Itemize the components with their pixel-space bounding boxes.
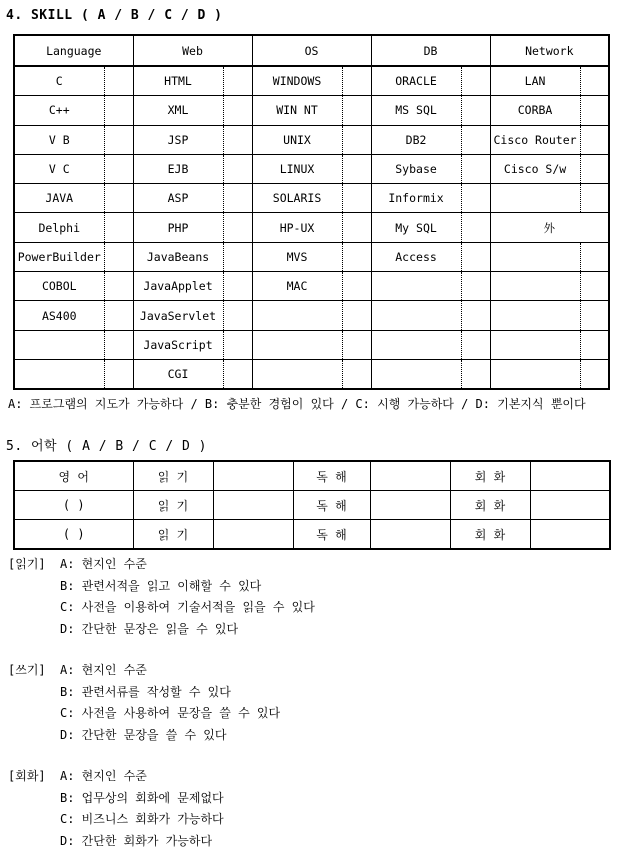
skill-cell: LAN (490, 66, 580, 96)
skill-level-cell (342, 272, 371, 301)
skill-row (14, 96, 609, 125)
comprehension-label: 독 해 (293, 461, 370, 491)
note-text: A: 현지인 수준 (60, 663, 147, 677)
skill-cell: COBOL (14, 272, 104, 301)
language-name-cell: ( ) (14, 520, 133, 550)
skill-level-cell (461, 301, 490, 330)
skill-level-cell (342, 154, 371, 183)
skill-level-cell (461, 96, 490, 125)
skill-row (14, 66, 609, 96)
note-line (8, 766, 224, 788)
skill-cell: XML (133, 96, 223, 125)
skill-level-cell (104, 213, 133, 242)
note-text: A: 현지인 수준 (60, 557, 147, 571)
skill-cell: CORBA (490, 96, 580, 125)
note-line (8, 597, 315, 619)
skill-cell: JavaScript (133, 330, 223, 359)
skill-cell: LINUX (252, 154, 342, 183)
skill-level-cell (580, 272, 609, 301)
skill-level-cell (461, 184, 490, 213)
comprehension-label: 독 해 (293, 520, 370, 550)
skill-level-cell (461, 242, 490, 271)
skill-cell (252, 359, 342, 389)
skill-cell: UNIX (252, 125, 342, 154)
note-line (8, 788, 224, 810)
skill-level-cell (223, 154, 252, 183)
note-line (8, 831, 224, 853)
skill-level-cell (461, 213, 490, 242)
skill-level-cell (461, 125, 490, 154)
skill-level-cell (223, 242, 252, 271)
skill-cell: JavaApplet (133, 272, 223, 301)
skill-level-cell (580, 125, 609, 154)
skill-level-cell (104, 125, 133, 154)
reading-level-cell (213, 461, 293, 491)
skill-cell: V C (14, 154, 104, 183)
conversation-level-cell (530, 461, 610, 491)
skill-level-cell (223, 125, 252, 154)
skill-header-cell: Language (14, 35, 133, 66)
note-tag (8, 682, 60, 704)
skill-cell: Access (371, 242, 461, 271)
skill-level-cell (223, 301, 252, 330)
skill-legend: A: 프로그램의 지도가 가능하다 / B: 충분한 경험이 있다 / C: 시행 가능하다 / D: 기본지식 뿐이다 (8, 397, 586, 411)
skill-cell (490, 330, 580, 359)
skill-level-cell (461, 330, 490, 359)
comprehension-level-cell (370, 461, 450, 491)
skill-cell: DB2 (371, 125, 461, 154)
comprehension-level-cell (370, 520, 450, 550)
note-tag: [회화] (8, 769, 46, 783)
skill-level-cell (580, 330, 609, 359)
note-tag (8, 788, 60, 810)
note-tag (8, 576, 60, 598)
comprehension-label: 독 해 (293, 491, 370, 520)
note-tag (8, 809, 60, 831)
conversation-level-cell (530, 491, 610, 520)
note-text: C: 사전을 이용하여 기술서적을 읽을 수 있다 (60, 600, 315, 614)
skill-level-cell (104, 242, 133, 271)
skill-section-title: 4. SKILL ( A / B / C / D ) (6, 8, 223, 23)
skill-row (14, 359, 609, 389)
skill-cell: WIN NT (252, 96, 342, 125)
note-line (8, 682, 280, 704)
skill-level-cell (580, 154, 609, 183)
skill-cell: EJB (133, 154, 223, 183)
comprehension-level-cell (370, 491, 450, 520)
skill-level-cell (104, 330, 133, 359)
skill-cell: ORACLE (371, 66, 461, 96)
skill-level-cell (580, 66, 609, 96)
skill-level-cell (342, 242, 371, 271)
skill-level-cell (342, 184, 371, 213)
conversation-level-cell (530, 520, 610, 550)
skill-cell: AS400 (14, 301, 104, 330)
skill-row (14, 154, 609, 183)
language-name-cell: 영 어 (14, 461, 133, 491)
skill-level-cell (223, 213, 252, 242)
skill-cell: C (14, 66, 104, 96)
reading-label: 읽 기 (133, 461, 213, 491)
skill-header-cell: OS (252, 35, 371, 66)
reading-level-cell (213, 491, 293, 520)
skill-cell (371, 301, 461, 330)
skill-cell: ASP (133, 184, 223, 213)
skill-cell (490, 272, 580, 301)
skill-level-cell (580, 184, 609, 213)
skill-level-cell (580, 242, 609, 271)
skill-cell (490, 184, 580, 213)
skill-level-cell (580, 359, 609, 389)
skill-level-cell (223, 66, 252, 96)
skill-cell: HTML (133, 66, 223, 96)
note-tag: [읽기] (8, 557, 46, 571)
skill-level-cell (342, 213, 371, 242)
note-text: A: 현지인 수준 (60, 769, 147, 783)
conversation-label: 회 화 (450, 461, 530, 491)
language-table (13, 460, 611, 550)
note-tag (8, 597, 60, 619)
note-line (8, 576, 315, 598)
skill-cell (252, 301, 342, 330)
note-group (8, 554, 315, 640)
skill-header-cell: Network (490, 35, 609, 66)
note-text: D: 간단한 문장은 읽을 수 있다 (60, 621, 239, 636)
skill-cell (490, 301, 580, 330)
skill-level-cell (104, 301, 133, 330)
skill-level-cell (342, 96, 371, 125)
conversation-label: 회 화 (450, 491, 530, 520)
skill-level-cell (461, 272, 490, 301)
note-line (8, 703, 280, 725)
skill-level-cell (342, 125, 371, 154)
skill-cell: MVS (252, 242, 342, 271)
note-text: B: 관련서적을 읽고 이해할 수 있다 (60, 578, 262, 593)
skill-level-cell (223, 272, 252, 301)
note-tag (8, 831, 60, 853)
skill-cell (14, 359, 104, 389)
skill-level-cell (580, 301, 609, 330)
note-tag (8, 725, 60, 747)
language-row (14, 491, 610, 520)
skill-cell: My SQL (371, 213, 461, 242)
skill-level-cell (342, 66, 371, 96)
skill-level-cell (461, 66, 490, 96)
skill-level-cell (223, 96, 252, 125)
skill-cell: PHP (133, 213, 223, 242)
skill-cell (490, 359, 580, 389)
note-text: D: 간단한 문장을 쓸 수 있다 (60, 727, 227, 742)
skill-cell: V B (14, 125, 104, 154)
skill-level-cell (223, 184, 252, 213)
note-group (8, 660, 280, 746)
skill-cell: Cisco Router (490, 125, 580, 154)
note-line (8, 809, 224, 831)
note-tag (8, 619, 60, 641)
skill-level-cell (461, 154, 490, 183)
skill-cell: 外 (490, 213, 609, 242)
skill-level-cell (104, 66, 133, 96)
skill-cell: Delphi (14, 213, 104, 242)
skill-cell: C++ (14, 96, 104, 125)
note-tag (8, 703, 60, 725)
skill-level-cell (223, 359, 252, 389)
skill-cell: Informix (371, 184, 461, 213)
skill-row (14, 242, 609, 271)
skill-cell (14, 330, 104, 359)
note-text: D: 간단한 회화가 가능하다 (60, 833, 213, 848)
skill-cell: JavaServlet (133, 301, 223, 330)
skill-cell: WINDOWS (252, 66, 342, 96)
reading-level-cell (213, 520, 293, 550)
skill-cell: JSP (133, 125, 223, 154)
reading-label: 읽 기 (133, 520, 213, 550)
skill-row (14, 272, 609, 301)
skill-cell: JavaBeans (133, 242, 223, 271)
skill-level-cell (104, 359, 133, 389)
skill-level-cell (580, 96, 609, 125)
skill-cell (490, 242, 580, 271)
language-name-cell: ( ) (14, 491, 133, 520)
skill-level-cell (342, 330, 371, 359)
skill-level-cell (104, 96, 133, 125)
skill-header-cell: DB (371, 35, 490, 66)
skill-header-row (14, 35, 609, 66)
skill-cell: CGI (133, 359, 223, 389)
skill-cell: JAVA (14, 184, 104, 213)
skill-level-cell (104, 184, 133, 213)
note-text: C: 비즈니스 회화가 가능하다 (60, 812, 224, 826)
skill-cell: Cisco S/w (490, 154, 580, 183)
skill-table (13, 34, 610, 390)
skill-cell: PowerBuilder (14, 242, 104, 271)
skill-level-cell (342, 301, 371, 330)
skill-level-cell (342, 359, 371, 389)
skill-cell (371, 272, 461, 301)
skill-row (14, 213, 609, 242)
note-line (8, 619, 315, 641)
conversation-label: 회 화 (450, 520, 530, 550)
note-line (8, 554, 315, 576)
skill-row (14, 330, 609, 359)
note-text: C: 사전을 사용하여 문장을 쓸 수 있다 (60, 706, 281, 720)
skill-header-cell: Web (133, 35, 252, 66)
reading-label: 읽 기 (133, 491, 213, 520)
skill-cell (371, 330, 461, 359)
skill-level-cell (223, 330, 252, 359)
skill-cell: SOLARIS (252, 184, 342, 213)
skill-cell: MAC (252, 272, 342, 301)
note-text: B: 업무상의 회화에 문제없다 (60, 790, 224, 805)
skill-cell: Sybase (371, 154, 461, 183)
note-tag: [쓰기] (8, 663, 46, 677)
skill-row (14, 184, 609, 213)
language-row (14, 520, 610, 550)
language-row (14, 461, 610, 491)
note-line (8, 660, 280, 682)
skill-row (14, 125, 609, 154)
skill-cell (371, 359, 461, 389)
note-line (8, 725, 280, 747)
note-text: B: 관련서류를 작성할 수 있다 (60, 684, 231, 699)
skill-level-cell (461, 359, 490, 389)
skill-cell (252, 330, 342, 359)
skill-level-cell (104, 154, 133, 183)
skill-level-cell (104, 272, 133, 301)
language-section-title: 5. 어학 ( A / B / C / D ) (6, 439, 207, 454)
skill-row (14, 301, 609, 330)
note-group (8, 766, 224, 852)
skill-cell: MS SQL (371, 96, 461, 125)
skill-cell: HP-UX (252, 213, 342, 242)
